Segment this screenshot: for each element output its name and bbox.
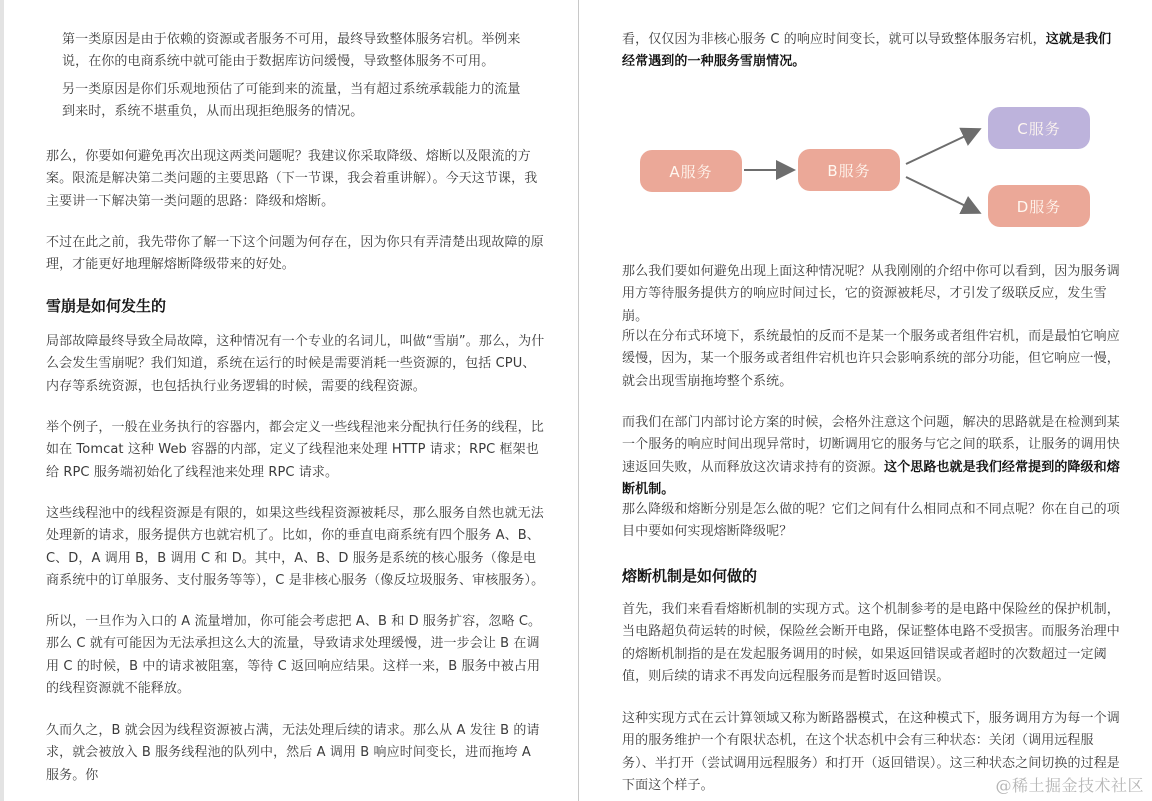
bold-emphasis: 这就是我们经常遇到的一种服务雪崩情况。 bbox=[622, 32, 1112, 70]
indented-paragraph-2: 另一类原因是你们乐观地预估了可能到来的流量，当有超过系统承载能力的流量到来时，系统不堪重负，从而出现拒绝服务的情况。 bbox=[62, 82, 521, 120]
paragraph: 那么，你要如何避免再次出现这两类问题呢？我建议你采取降级、熔断以及限流的方案。限流是解决第二类问题的主要思路（下一节课，我会着重讲解）。今天这节课，我主要讲一下解决第一类问题的思路：降级和熔断。 bbox=[46, 149, 538, 209]
section-heading: 熔断机制是如何做的 bbox=[622, 567, 758, 585]
paragraph: 而我们在部门内部讨论方案的时候，会格外注意这个问题，解决的思路就是在检测到某一个服务的响应时间出现异常时，切断调用它的服务与它之间的联系，让服务的调用快速返回失败，从而释放这次请求持有的资源。这个思路也就是我们经常提到的降级和熔断机制。 bbox=[622, 415, 1120, 497]
paragraph: 所以，一旦作为入口的 A 流量增加，你可能会考虑把 A、B 和 D 服务扩容，忽略 C。那么 C 就有可能因为无法承担这么大的流量，导致请求处理缓慢，进一步会让 B 在调用 C 的时候，B 中的请求被阻塞，等待 C 返回响应结果。这样一来，B 服务中被占用的线程资源就不能释放。 bbox=[46, 614, 542, 696]
paragraph: 首先，我们来看看熔断机制的实现方式。这个机制参考的是电路中保险丝的保护机制，当电路超负荷运转的时候，保险丝会断开电路，保证整体电路不受损害。而服务治理中的熔断机制指的是在发起服务调用的时候，如果返回错误或者超时的次数超过一定阈值，则后续的请求不再发向远程服务而是暂时返回错误。 bbox=[622, 602, 1120, 684]
paragraph: 不过在此之前，我先带你了解一下这个问题为何存在，因为你只有弄清楚出现故障的原理，才能更好地理解熔断降级带来的好处。 bbox=[46, 235, 544, 273]
node-c-service: C服务 bbox=[988, 107, 1090, 149]
paragraph: 局部故障最终导致全局故障，这种情况有一个专业的名词儿，叫做“雪崩”。那么，为什么会发生雪崩呢？我们知道，系统在运行的时候是需要消耗一些资源的，包括 CPU、内存等系统资源，也包括执行业务逻辑的时候，需要的线程资源。 bbox=[46, 334, 545, 394]
paragraph: 举个例子，一般在业务执行的容器内，都会定义一些线程池来分配执行任务的线程，比如在 Tomcat 这种 Web 容器的内部，定义了线程池来处理 HTTP 请求；RPC 框架也给 RPC 服务端初始化了线程池来处理 RPC 请求。 bbox=[46, 420, 544, 480]
paragraph: 久而久之，B 就会因为线程资源被占满，无法处理后续的请求。那么从 A 发往 B 的请求，就会被放入 B 服务线程池的队列中，然后 A 调用 B 响应时间变长，进而拖垮 A 服务。你 bbox=[46, 723, 540, 783]
bold-emphasis: 这个思路也就是我们经常提到的降级和熔断机制。 bbox=[622, 459, 1120, 497]
paragraph: 这种实现方式在云计算领域又称为断路器模式，在这种模式下，服务调用方为每一个调用的服务维护一个有限状态机，在这个状态机中会有三种状态：关闭（调用远程服务）、半打开（尝试调用远程服务）和打开（返回错误）。这三种状态之间切换的过程是下面这个样子。 bbox=[622, 711, 1120, 793]
indented-paragraph-1: 第一类原因是由于依赖的资源或者服务不可用，最终导致整体服务宕机。举例来说，在你的电商系统中就可能由于数据库访问缓慢，导致整体服务不可用。 bbox=[62, 32, 521, 70]
paragraph: 看，仅仅因为非核心服务 C 的响应时间变长，就可以导致整体服务宕机，这就是我们经常遇到的一种服务雪崩情况。 bbox=[622, 32, 1112, 70]
node-a-service: A服务 bbox=[640, 150, 742, 192]
section-heading: 雪崩是如何发生的 bbox=[46, 297, 167, 315]
service-call-diagram bbox=[620, 95, 1120, 245]
paragraph: 那么我们要如何避免出现上面这种情况呢？从我刚刚的介绍中你可以看到，因为服务调用方等待服务提供方的响应时间过长，它的资源被耗尽，才引发了级联反应，发生雪崩。 bbox=[622, 264, 1120, 324]
paragraph: 这些线程池中的线程资源是有限的，如果这些线程资源被耗尽，那么服务自然也就无法处理新的请求，服务提供方也就宕机了。比如，你的垂直电商系统有四个服务 A、B、C、D，A 调用 B，B 调用 C 和 D。其中，A、B、D 服务是系统的核心服务（像是电商系统中的订单服务、支付服务等等），C 是非核心服务（像反垃圾服务、审核服务）。 bbox=[46, 506, 545, 588]
watermark: @稀土掘金技术社区 bbox=[995, 776, 1144, 795]
paragraph: 所以在分布式环境下，系统最怕的反而不是某一个服务或者组件宕机，而是最怕它响应缓慢，因为，某一个服务或者组件宕机也许只会影响系统的部分功能，但它响应一慢，就会出现雪崩拖垮整个系统。 bbox=[622, 329, 1120, 389]
node-d-service: D服务 bbox=[988, 185, 1090, 227]
paragraph: 那么降级和熔断分别是怎么做的呢？它们之间有什么相同点和不同点呢？你在自己的项目中要如何实现熔断降级呢？ bbox=[622, 502, 1120, 540]
node-b-service: B服务 bbox=[798, 149, 900, 191]
